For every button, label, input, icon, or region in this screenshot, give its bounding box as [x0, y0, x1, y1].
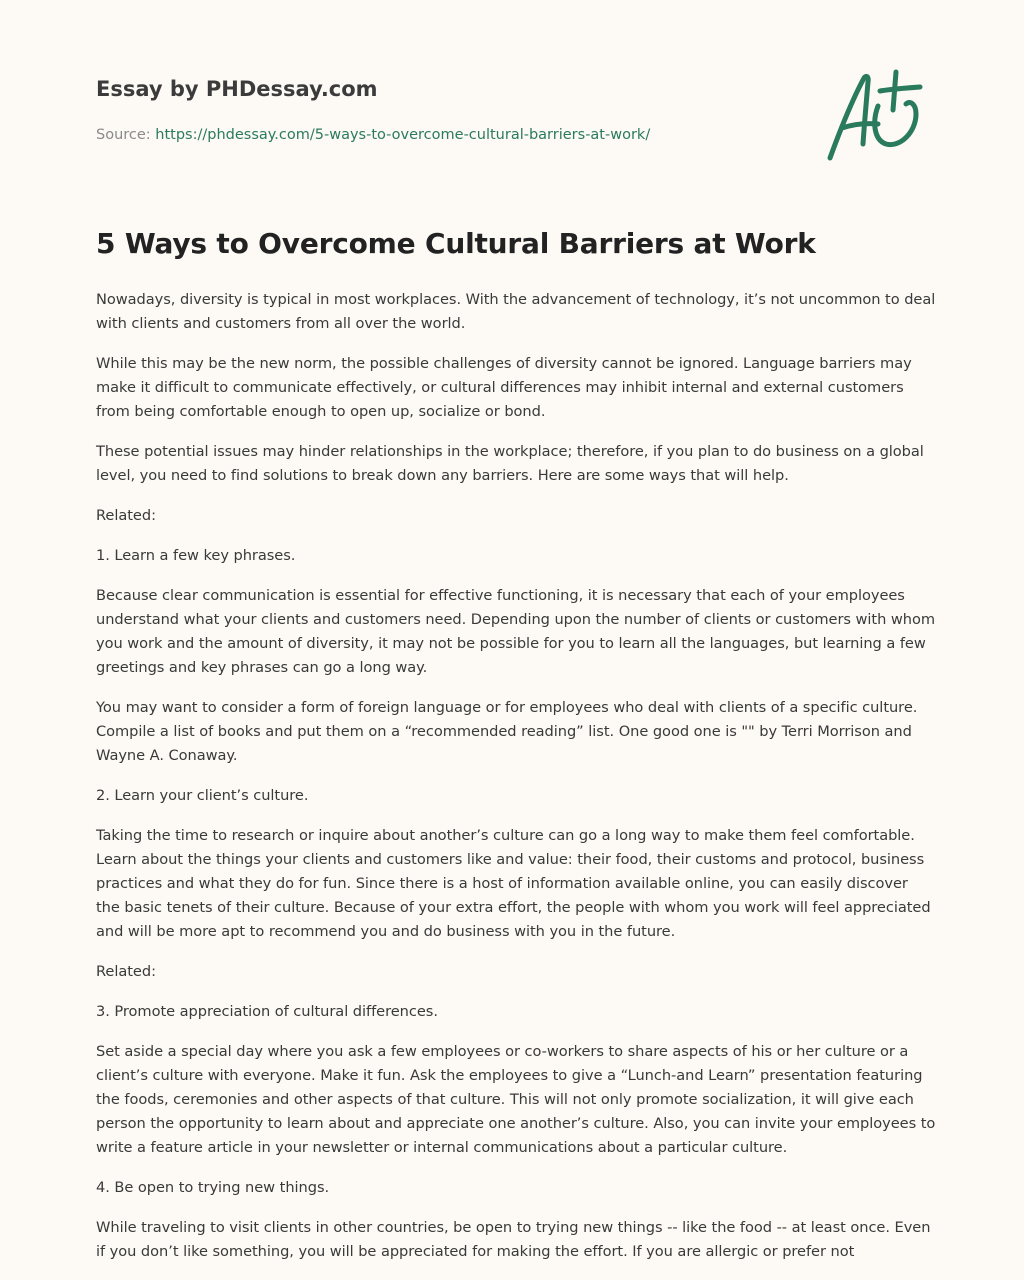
paragraph: While this may be the new norm, the possible challenges of diversity cannot be ignored. Language barriers may make it difficult to communicate effectively, or cultural differences may inhibit internal and external customers from being comfortable enough to open up, socialize or bond. [96, 355, 912, 420]
related-label: Related: [96, 507, 156, 524]
section-heading: 2. Learn your client’s culture. [96, 787, 309, 804]
section-heading: 3. Promote appreciation of cultural differences. [96, 1003, 438, 1020]
paragraph: These potential issues may hinder relationships in the workplace; therefore, if you plan to do business on a global level, you need to find solutions to break down any barriers. Here are some ways that will help. [96, 443, 924, 484]
paragraph: You may want to consider a form of foreign language or for employees who deal with clients of a specific culture. Compile a list of books and put them on a “recommended reading” list. One good one is "" by Terri Morrison and Wayne A. Conaway. [96, 699, 918, 764]
source-line [96, 125, 796, 145]
related-label: Related: [96, 963, 156, 980]
source-link[interactable]: https://phdessay.com/5-ways-to-overcome-cultural-barriers-at-work/ [155, 127, 651, 143]
essay [96, 222, 936, 1280]
paragraph: While traveling to visit clients in other countries, be open to trying new things -- like the food -- at least once. Even if you don’t like something, you will be appreciated for making the effort. If you are allergic or prefer not [96, 1219, 931, 1260]
paragraph: Set aside a special day where you ask a few employees or co-workers to share aspects of his or her culture or a client’s culture with everyone. Make it fun. Ask the employees to give a “Lunch-and Learn” presentation featuring the foods, ceremonies and other aspects of that culture. This will not only promote socialization, it will give each person the opportunity to learn about and appreciate one another’s culture. Also, you can invite your employees to write a feature article in your newsletter or internal communications about a particular culture. [96, 1043, 936, 1156]
a-plus-grade-icon [820, 66, 930, 166]
section-heading: 4. Be open to trying new things. [96, 1179, 330, 1196]
source-label: Source: [96, 127, 156, 143]
header [96, 74, 796, 145]
paragraph: Because clear communication is essential for effective functioning, it is necessary that each of your employees understand what your clients and customers need. Depending upon the number of clients or customers with whom you work and the amount of diversity, it may not be possible for you to learn all the languages, but learning a few greetings and key phrases can go a long way. [96, 587, 936, 676]
section-heading: 1. Learn a few key phrases. [96, 547, 296, 564]
site-title: Essay by PHDessay.com [96, 77, 378, 101]
essay-title: 5 Ways to Overcome Cultural Barriers at Work [96, 227, 816, 260]
paragraph: Taking the time to research or inquire about another’s culture can go a long way to make them feel comfortable. Learn about the things your clients and customers like and value: their food, their customs and protocol, business practices and what they do for fun. Since there is a host of information available online, you can easily discover the basic tenets of their culture. Because of your extra effort, the people with whom you work will feel appreciated and will be more apt to recommend you and do business with you in the future. [96, 827, 931, 940]
paragraph: Nowadays, diversity is typical in most workplaces. With the advancement of technology, it’s not uncommon to deal with clients and customers from all over the world. [96, 291, 936, 332]
